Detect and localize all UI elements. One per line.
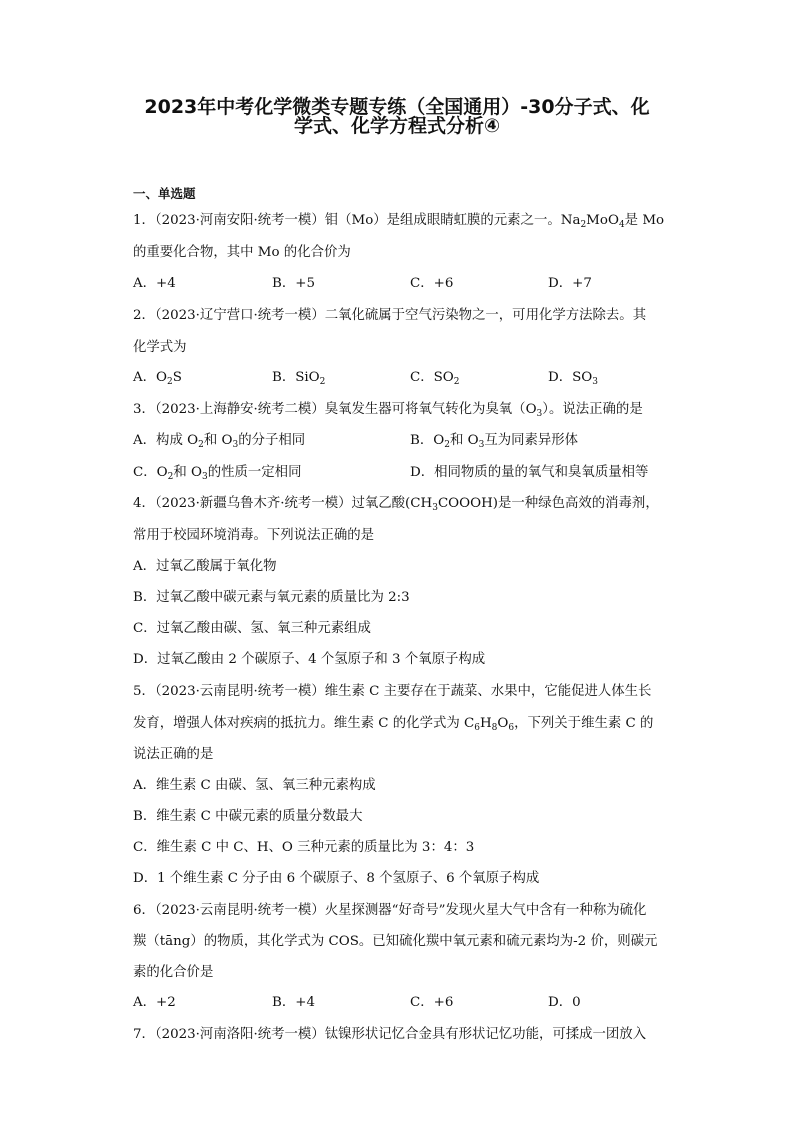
q1-option-a[interactable]: A．+4 (133, 276, 176, 291)
q3-option-a[interactable]: A．构成 $O_2$和 $O_3$的分子相同 (133, 433, 306, 450)
q1-stem-line-1: 1．（2023·河南安阳·统考一模）钼（Mo）是组成眼睛虹膜的元素之一。$Na_2MoO_4$是 Mo (133, 213, 665, 230)
q6-stem-line-1: 6．（2023·云南昆明·统考一模）火星探测器“好奇号”发现火星大气中含有一种称为硫化 (133, 903, 647, 918)
section-heading: 一、单选题 (133, 186, 196, 201)
q4-option-c[interactable]: C．过氧乙酸由碳、氢、氧三种元素组成 (133, 621, 371, 636)
q2-stem-line-2: 化学式为 (133, 340, 187, 355)
q5-stem-line-2: 发育，增强人体对疾病的抵抗力。维生素 C 的化学式为 $C_6H_8O_6$，下列关于维生素 C 的 (133, 716, 654, 733)
q4-option-d[interactable]: D．过氧乙酸由 2 个碳原子、4 个氢原子和 3 个氧原子构成 (133, 652, 486, 667)
q5-option-d[interactable]: D．1 个维生素 C 分子由 6 个碳原子、8 个氢原子、6 个氧原子构成 (133, 871, 540, 886)
q6-option-a[interactable]: A．+2 (133, 995, 176, 1010)
q1-option-b[interactable]: B．+5 (272, 276, 315, 291)
q3-option-d[interactable]: D．相同物质的量的氧气和臭氧质量相等 (410, 465, 649, 480)
q3-option-b[interactable]: B．$O_2$和 $O_3$互为同素异形体 (410, 433, 579, 450)
q2-option-a[interactable]: A．$O_2S$ (133, 370, 182, 387)
q4-stem-line-2: 常用于校园环境消毒。下列说法正确的是 (133, 528, 375, 543)
q4-stem-line-1: 4．（2023·新疆乌鲁木齐·统考一模）过氧乙酸$(CH_3COOOH)$是一种绿色高效的消毒剂， (133, 496, 659, 513)
q1-option-c[interactable]: C．+6 (410, 276, 454, 291)
q4-option-b[interactable]: B．过氧乙酸中碳元素与氧元素的质量比为 2:3 (133, 590, 410, 605)
document-title-line-2: 学式、化学方程式分析④ (293, 115, 501, 137)
q5-stem-line-3: 说法正确的是 (133, 747, 214, 762)
q6-option-d[interactable]: D．0 (548, 995, 581, 1010)
q2-option-d[interactable]: D．$SO_3$ (548, 370, 599, 387)
q4-option-a[interactable]: A．过氧乙酸属于氧化物 (133, 559, 277, 574)
document-title-line-1: 2023年中考化学微类专题专练（全国通用）-30分子式、化 (144, 96, 650, 118)
q2-stem-line-1: 2．（2023·辽宁营口·统考一模）二氧化硫属于空气污染物之一，可用化学方法除去。其 (133, 308, 647, 323)
q7-stem-line-1: 7．（2023·河南洛阳·统考一模）钛镍形状记忆合金具有形状记忆功能，可揉成一团放入 (133, 1027, 647, 1042)
q6-option-c[interactable]: C．+6 (410, 995, 454, 1010)
q3-stem-line-1: 3．（2023·上海静安·统考二模）臭氧发生器可将氧气转化为臭氧$(O_3)$。说法正确的是 (133, 402, 643, 419)
q2-option-b[interactable]: B．SiO$_2$ (272, 370, 326, 387)
q6-stem-line-3: 素的化合价是 (133, 965, 214, 980)
q6-stem-line-2: 羰（tāng）的物质，其化学式为 COS。已知硫化羰中氧元素和硫元素均为-2 价，则碳元 (133, 934, 658, 949)
q5-option-a[interactable]: A．维生素 C 由碳、氢、氧三种元素构成 (133, 778, 376, 793)
q1-stem-line-2: 的重要化合物，其中 Mo 的化合价为 (133, 245, 351, 260)
q6-option-b[interactable]: B．+4 (272, 995, 315, 1010)
q5-option-b[interactable]: B．维生素 C 中碳元素的质量分数最大 (133, 809, 363, 824)
q5-option-c[interactable]: C．维生素 C 中 C、H、O 三种元素的质量比为 3：4：3 (133, 840, 475, 855)
q5-stem-line-1: 5．（2023·云南昆明·统考一模）维生素 C 主要存在于蔬菜、水果中，它能促进人体生长 (133, 684, 652, 699)
q1-option-d[interactable]: D．+7 (548, 276, 592, 291)
q2-option-c[interactable]: C．$SO_2$ (410, 370, 460, 387)
q3-option-c[interactable]: C．$O_2$和 $O_3$的性质一定相同 (133, 465, 302, 482)
